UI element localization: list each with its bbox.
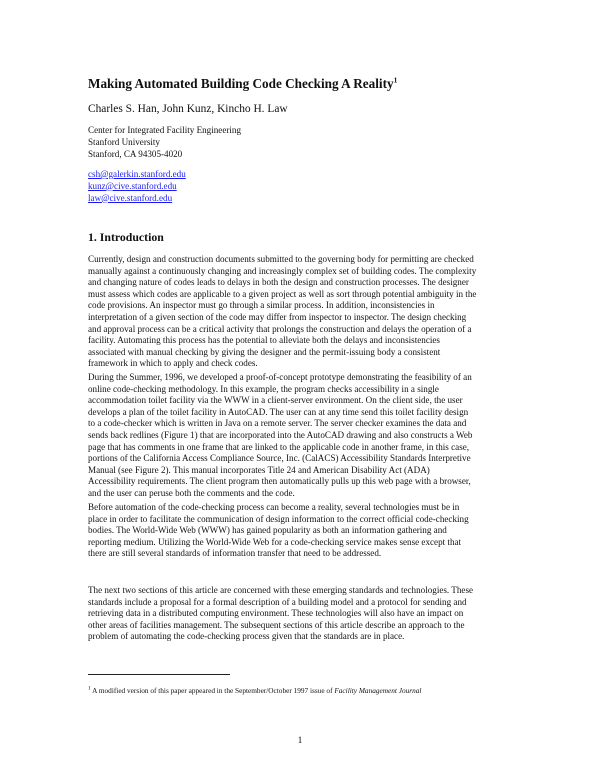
footnote-journal-title: Facility Management Journal [334,686,422,695]
paragraph-line: Accessibility requirements. The client program then automatically pulls up this web page with a browser, [88,476,471,487]
title-footnote-mark[interactable]: 1 [393,75,398,85]
email-list [88,169,186,204]
paragraph-line: page that has comments in one frame that are linked to the applicable code in another frame, in this case, [88,441,470,452]
email-link-han[interactable]: csh@galerkin.stanford.edu [88,169,186,179]
paragraph-line: sends back redlines (Figure 1) that are incorporated into the AutoCAD drawing and also constructs a Web [88,429,473,440]
intro-paragraph-4 [88,585,516,643]
email-link-kunz[interactable]: kunz@cive.stanford.edu [88,180,177,191]
paragraph-line: During the Summer, 1996, we developed a proof-of-concept prototype demonstrating the feasibility of an [88,372,472,382]
paragraph-line: The next two sections of this article are concerned with these emerging standards and technologies. These [88,585,474,595]
paragraph-line: framework in which to apply and check codes. [88,358,258,369]
paragraph-line: manually against a continuously changing and increasingly complex set of building codes. The complexity [88,265,477,276]
footnote-text: A modified version of this paper appeared in the September/October 1997 issue of [90,686,335,695]
paragraph-line: develops a plan of the toilet facility in AutoCAD. The user can at any time send this toilet facility design [88,406,469,417]
paragraph-line: portions of the California Access Compliance Source, Inc. (CalACS) Accessibility Standards Interpretive [88,453,471,464]
page-number: 1 [297,736,303,746]
footnote-mark: 1 [88,685,91,692]
paragraph-line: associated with manual checking by giving the designer and the permit-issuing body a consistent [88,346,441,357]
paragraph-line: reporting medium. Utilizing the World-Wide Web for a code-checking service makes sense except that [88,536,462,547]
affiliation-block [88,125,241,160]
paragraph-line: Manual (see Figure 2). This manual incorporates Title 24 and American Disability Act (ADA) [88,464,430,475]
section-heading-introduction: 1. Introduction [88,230,164,244]
intro-paragraph-1 [88,254,516,370]
paragraph-line: must assess which codes are applicable to a given project as well as sort through potential ambiguity in the [88,288,477,299]
paragraph-line: bodies. The World-Wide Web (WWW) has gained popularity as both an information gathering and [88,525,447,536]
paragraph-line: problem of automating the code-checking process given that the standards are in place. [88,631,405,642]
paragraph-line: Currently, design and construction documents submitted to the governing body for permitting are checked [88,254,474,264]
intro-paragraph-3 [88,502,516,560]
paragraph-line: and changing nature of codes leads to delays in both the design and construction processes. The designer [88,277,469,288]
paragraph-line: standards include a proposal for a formal description of a building model and a protocol for sending and [88,596,467,607]
affiliation-line: Center for Integrated Facility Engineering [88,125,242,135]
author-list: Charles S. Han, John Kunz, Kincho H. Law [88,103,288,115]
affiliation-line: Stanford, CA 94305-4020 [88,148,183,159]
affiliation-line: Stanford University [88,136,160,147]
paragraph-line: Before automation of the code-checking process can become a reality, several technologies must be in [88,502,460,512]
paragraph-line: and the user can peruse both the comments and the code. [88,487,295,498]
paragraph-line: online code-checking methodology. In this example, the program checks accessibility in a single [88,383,439,394]
paragraph-line: to a code-checker which is written in Java on a remote server. The server checker examines the data and [88,418,467,429]
email-link-law[interactable]: law@cive.stanford.edu [88,192,173,203]
paragraph-line: interpretation of a given section of the code may differ from inspector to inspector. The design checking [88,311,467,322]
paper-title [88,76,397,92]
paragraph-line: place in order to facilitate the communication of design information to the correct official code-checking [88,513,469,524]
paragraph-line: retrieving data in a distributed computing environment. These technologies will also have an impact on [88,608,464,619]
paragraph-line: code provisions. An inspector must go through a similar process. In addition, inconsistencies in [88,300,435,311]
footnote-divider [88,674,230,675]
paragraph-line: and approval process can be a critical activity that prolongs the construction and delays the operation of a [88,323,472,334]
paragraph-line: other areas of facilities management. The subsequent sections of this article describe an approach to the [88,619,465,630]
title-text: Making Automated Building Code Checking A Reality [88,76,394,91]
footnote [88,686,421,695]
intro-paragraph-2 [88,372,516,500]
paragraph-line: there are still several standards of information transfer that need to be addressed. [88,548,382,559]
paragraph-line: facility. Automating this process has the potential to alleviate both the delays and inconsistencies [88,335,440,346]
paragraph-line: accommodation toilet facility via the WWW in a client-server environment. On the client side, the user [88,395,463,406]
